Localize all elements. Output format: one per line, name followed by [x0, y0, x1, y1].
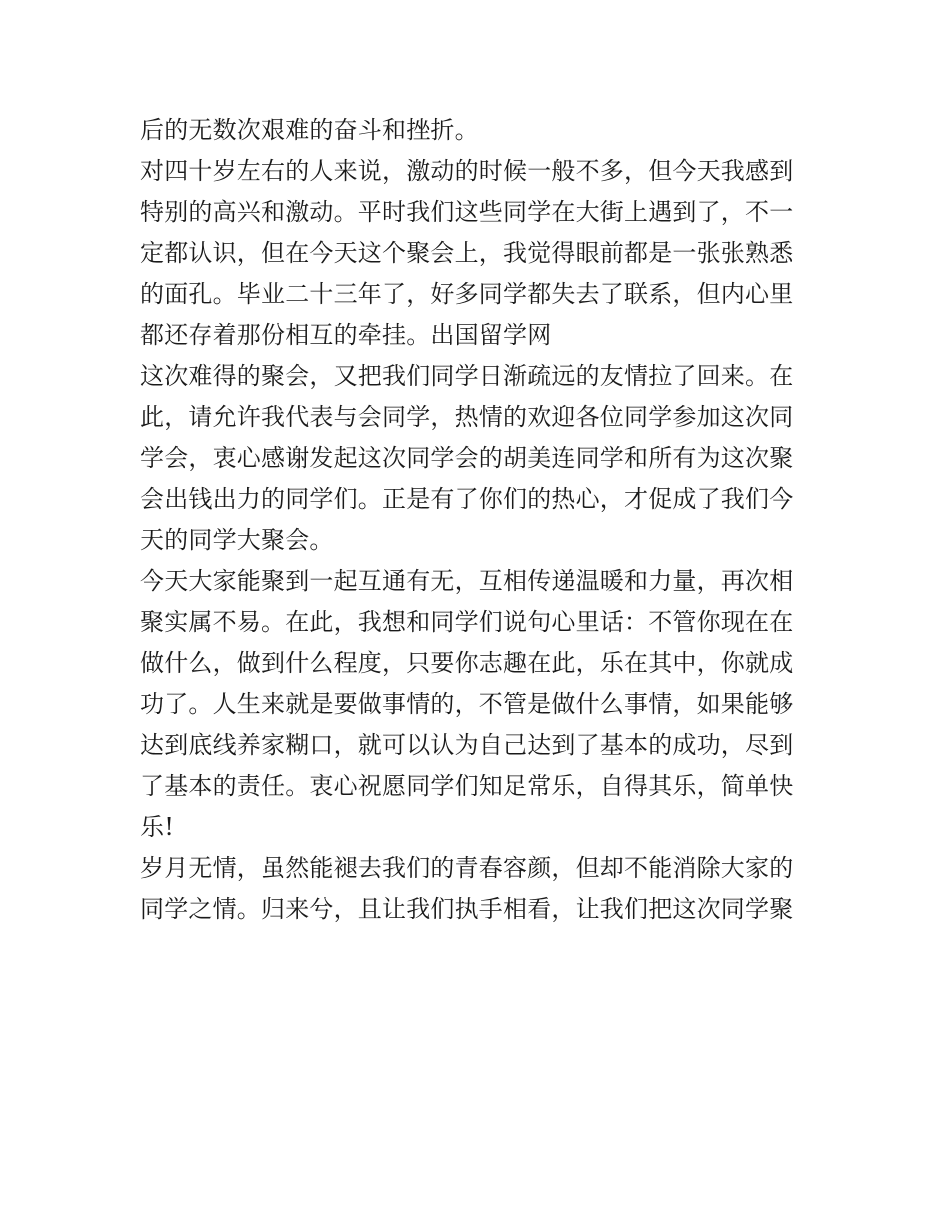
- text-line: 后的无数次艰难的奋斗和挫折。: [140, 116, 479, 144]
- text-line: 对四十岁左右的人来说，激动的时候一般不多，但今天我感到: [140, 157, 794, 185]
- text-line: 定都认识，但在今天这个聚会上，我觉得眼前都是一张张熟悉: [140, 239, 794, 267]
- text-line: 特别的高兴和激动。平时我们这些同学在大街上遇到了，不一: [140, 198, 794, 226]
- document-body-text: [140, 110, 820, 930]
- text-line: 岁月无情，虽然能褪去我们的青春容颜，但却不能消除大家的: [140, 854, 794, 882]
- text-line: 的面孔。毕业二十三年了，好多同学都失去了联系，但内心里: [140, 280, 794, 308]
- text-line: 了基本的责任。衷心祝愿同学们知足常乐，自得其乐，简单快: [140, 772, 794, 800]
- text-line: 这次难得的聚会，又把我们同学日渐疏远的友情拉了回来。在: [140, 362, 794, 390]
- text-line: 会出钱出力的同学们。正是有了你们的热心，才促成了我们今: [140, 485, 794, 513]
- text-line: 同学之情。归来兮，且让我们执手相看，让我们把这次同学聚: [140, 895, 794, 923]
- text-line: 达到底线养家糊口，就可以认为自己达到了基本的成功，尽到: [140, 731, 794, 759]
- text-line: 都还存着那份相互的牵挂。出国留学网: [140, 321, 552, 349]
- text-line: 聚实属不易。在此，我想和同学们说句心里话：不管你现在在: [140, 608, 794, 636]
- text-line: 天的同学大聚会。: [140, 526, 334, 554]
- text-line: 功了。人生来就是要做事情的，不管是做什么事情，如果能够: [140, 690, 794, 718]
- text-line: 乐!: [140, 813, 175, 841]
- text-line: 此，请允许我代表与会同学，热情的欢迎各位同学参加这次同: [140, 403, 794, 431]
- text-line: 做什么，做到什么程度，只要你志趣在此，乐在其中，你就成: [140, 649, 794, 677]
- text-line: 学会，衷心感谢发起这次同学会的胡美连同学和所有为这次聚: [140, 444, 794, 472]
- text-line: 今天大家能聚到一起互通有无，互相传递温暖和力量，再次相: [140, 567, 794, 595]
